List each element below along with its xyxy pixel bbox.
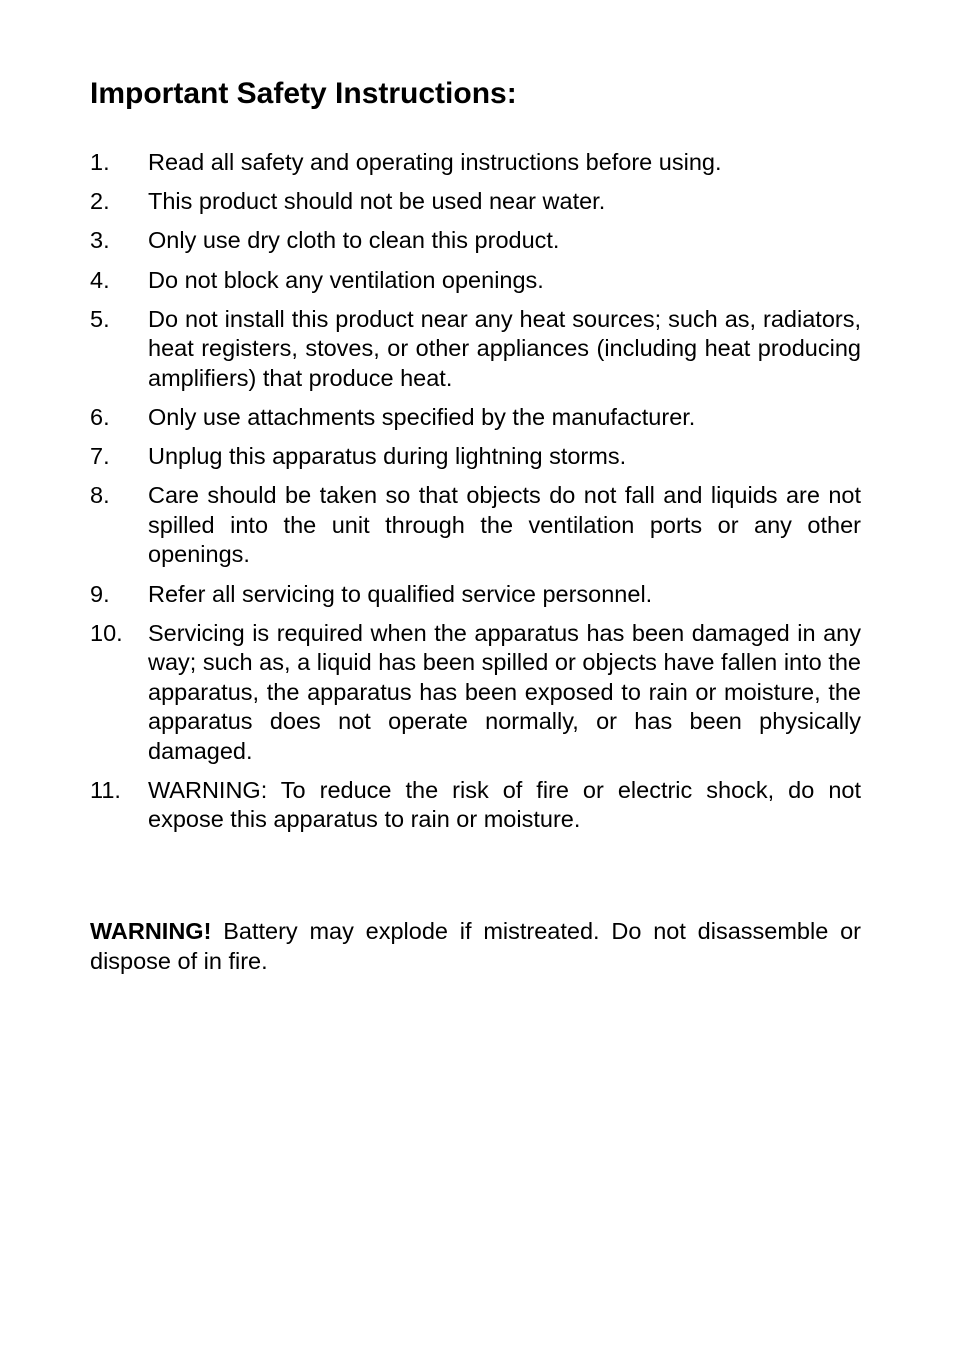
list-item — [90, 187, 861, 217]
list-item-number: 10. — [90, 619, 123, 646]
list-item-text: Servicing is required when the apparatus has been damaged in any way; such as, a liquid has been spilled or objects have fallen into the apparatus, the apparatus has been exposed to rain or moisture, the apparatus does not operate normally, or has been physically damaged. — [148, 619, 861, 764]
warning-label: WARNING! — [90, 918, 212, 944]
list-item-text: WARNING: To reduce the risk of fire or electric shock, do not expose this apparatus to rain or moisture. — [148, 776, 861, 833]
list-item-number: 9. — [90, 580, 110, 607]
page-title: Important Safety Instructions: — [90, 77, 517, 110]
list-item — [90, 776, 861, 835]
list-item-text: Read all safety and operating instructions before using. — [148, 149, 722, 175]
list-item-number: 5. — [90, 305, 110, 332]
list-item-text: Do not block any ventilation openings. — [148, 266, 544, 293]
list-item — [90, 148, 861, 178]
list-item — [90, 442, 861, 472]
battery-warning — [90, 917, 861, 976]
list-item-number: 6. — [90, 403, 110, 430]
list-item-text: This product should not be used near water. — [148, 188, 606, 215]
list-item-text: Only use attachments specified by the manufacturer. — [148, 403, 696, 430]
list-item — [90, 305, 861, 394]
list-item — [90, 580, 861, 610]
list-item — [90, 226, 861, 256]
list-item — [90, 619, 861, 767]
list-item-text: Do not install this product near any heat sources; such as, radiators, heat registers, stoves, or other appliances (including heat producing amplifiers) that produce heat. — [148, 305, 861, 391]
list-item-number: 8. — [90, 482, 110, 509]
list-item-text: Unplug this apparatus during lightning storms. — [148, 443, 627, 470]
list-item-text: Care should be taken so that objects do not fall and liquids are not spilled into the unit through the ventilation ports or any other openings. — [148, 482, 861, 568]
list-item — [90, 481, 861, 570]
list-item-number: 1. — [90, 149, 110, 175]
list-item-number: 11. — [90, 776, 121, 803]
safety-instructions-list — [90, 148, 861, 845]
list-item-number: 3. — [90, 227, 110, 254]
warning-text: Battery may explode if mistreated. Do not disassemble or dispose of in fire. — [90, 918, 861, 974]
list-item-number: 4. — [90, 266, 110, 293]
list-item-number: 2. — [90, 188, 110, 215]
list-item — [90, 403, 861, 433]
list-item-text: Refer all servicing to qualified service personnel. — [148, 580, 653, 607]
list-item — [90, 266, 861, 296]
list-item-number: 7. — [90, 443, 110, 470]
list-item-text: Only use dry cloth to clean this product. — [148, 227, 560, 254]
